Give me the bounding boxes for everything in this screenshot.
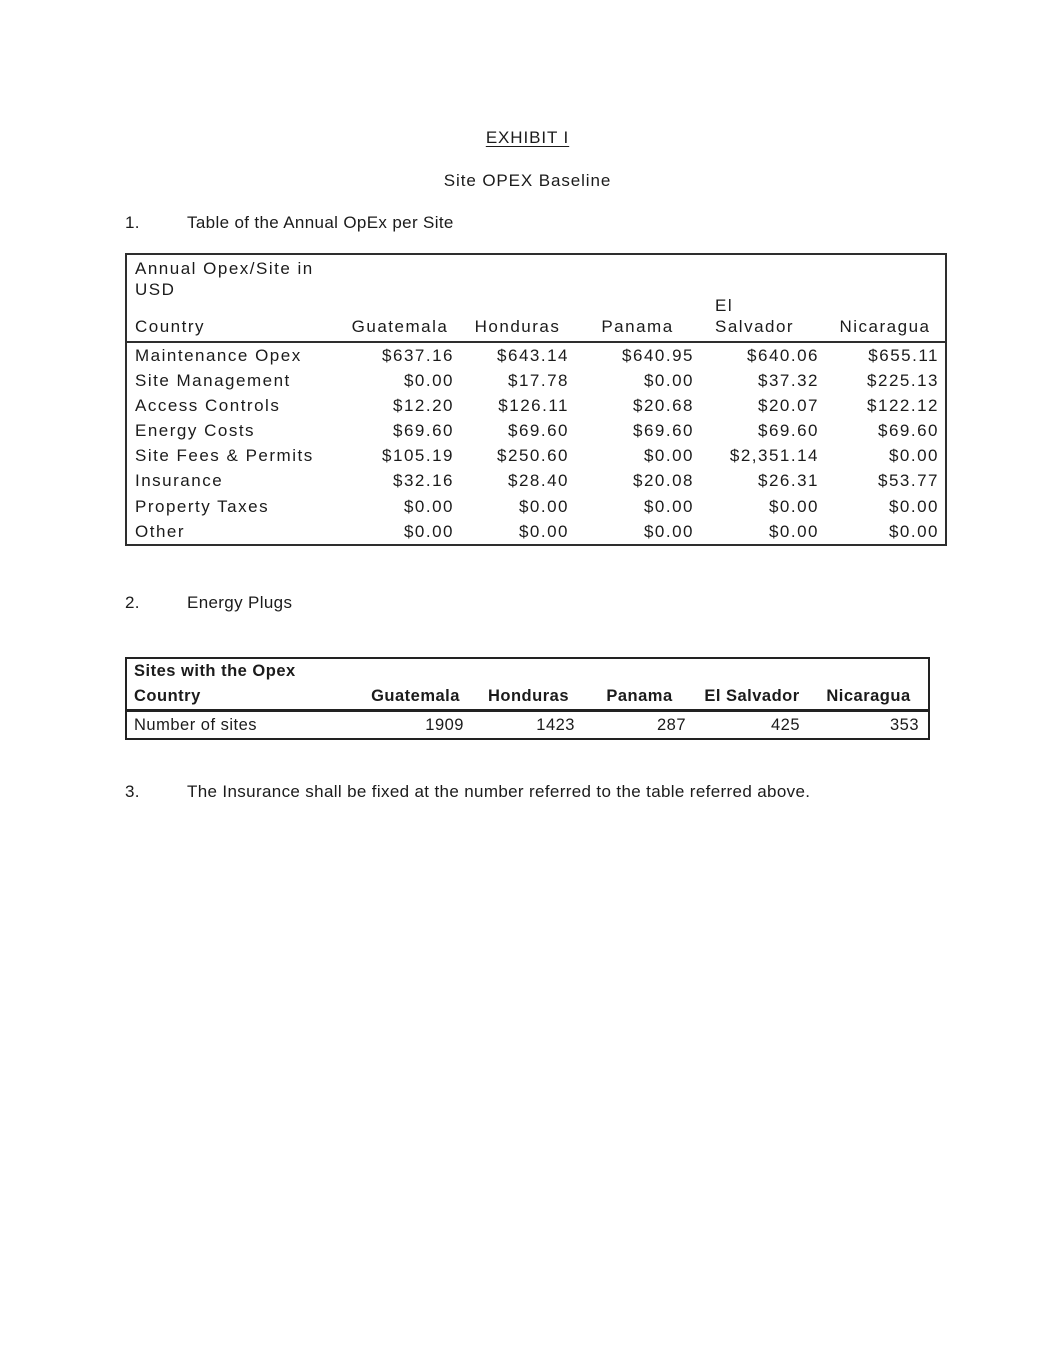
sites-col-header-honduras: Honduras [487, 687, 569, 705]
opex-cell: $0.00 [403, 496, 454, 516]
section-1-heading: Table of the Annual OpEx per Site [187, 213, 454, 232]
opex-row-access-controls [127, 393, 945, 418]
opex-row-label: Other [135, 521, 186, 541]
sites-cell: 1909 [425, 716, 464, 734]
sites-table-header [127, 659, 928, 712]
section-3-heading: The Insurance shall be fixed at the number referred to the table referred above. [187, 782, 811, 801]
section-2-number: 2. [125, 593, 140, 612]
opex-cell: $637.16 [382, 346, 454, 365]
opex-cell: $17.78 [508, 371, 569, 391]
opex-cell: $69.60 [508, 421, 569, 441]
opex-row-other [127, 519, 945, 544]
opex-cell: $225.13 [867, 371, 939, 391]
opex-cell: $28.40 [508, 471, 569, 491]
opex-cell: $53.77 [878, 471, 939, 491]
section-1-number: 1. [125, 213, 140, 232]
opex-cell: $0.00 [643, 496, 694, 516]
sites-cell: 287 [656, 716, 686, 734]
annual-opex-table [125, 253, 947, 546]
opex-cell: $20.68 [633, 396, 694, 416]
opex-cell: $0.00 [643, 521, 694, 541]
opex-table-header [127, 255, 945, 343]
opex-cell: $69.60 [878, 421, 939, 441]
sites-col-header-el-salvador: El Salvador [704, 687, 800, 705]
opex-row-label: Site Management [135, 371, 291, 391]
opex-cell: $37.32 [758, 371, 819, 391]
opex-cell: $0.00 [768, 496, 819, 516]
sites-col-header-nicaragua: Nicaragua [826, 687, 911, 705]
sites-table-columns [127, 684, 928, 709]
opex-row-site-management [127, 368, 945, 393]
sites-cell: 353 [889, 716, 919, 734]
opex-col-header-panama: Panama [601, 317, 674, 336]
opex-cell: $0.00 [888, 521, 939, 541]
opex-corner-cell [127, 255, 340, 341]
opex-cell: $2,351.14 [729, 446, 819, 466]
sites-table-title: Sites with the Opex [134, 662, 296, 680]
sites-table [125, 657, 930, 740]
opex-cell: $0.00 [643, 446, 694, 466]
sites-cell: 425 [770, 716, 800, 734]
opex-cell: $0.00 [643, 371, 694, 391]
opex-col-header-el-salvador: El Salvador [715, 296, 795, 336]
opex-cell: $26.31 [758, 471, 819, 491]
sites-row-header-label: Country [134, 687, 201, 705]
section-1 [125, 213, 454, 233]
opex-cell: $655.11 [868, 346, 939, 365]
opex-cell: $640.06 [747, 346, 819, 365]
opex-cell: $32.16 [393, 471, 454, 491]
page-title: EXHIBIT I [485, 128, 570, 147]
opex-cell: $0.00 [888, 446, 939, 466]
opex-col-header-nicaragua: Nicaragua [839, 317, 931, 336]
section-2 [125, 593, 292, 613]
sites-row-number-of-sites [127, 712, 928, 738]
opex-cell: $250.60 [497, 446, 569, 466]
opex-cell: $640.95 [622, 346, 694, 365]
opex-col-header-guatemala: Guatemala [351, 317, 449, 336]
section-3-number: 3. [125, 782, 140, 801]
section-2-heading: Energy Plugs [187, 593, 293, 612]
opex-cell: $126.11 [498, 396, 569, 416]
opex-row-property-taxes [127, 494, 945, 519]
opex-cell: $122.12 [867, 396, 939, 416]
opex-corner-label: Annual Opex/Site in USD [135, 259, 314, 299]
opex-cell: $643.14 [497, 346, 569, 365]
sites-col-header-guatemala: Guatemala [371, 687, 460, 705]
opex-row-label: Energy Costs [135, 421, 256, 441]
opex-row-label: Site Fees & Permits [135, 446, 314, 466]
opex-cell: $12.20 [393, 396, 454, 416]
opex-cell: $20.08 [633, 471, 694, 491]
opex-cell: $0.00 [403, 521, 454, 541]
sites-cell: 1423 [536, 716, 575, 734]
opex-row-insurance [127, 468, 945, 493]
opex-col-header-honduras: Honduras [474, 317, 561, 336]
opex-cell: $0.00 [768, 521, 819, 541]
opex-cell: $20.07 [758, 396, 819, 416]
opex-row-label: Access Controls [135, 396, 281, 416]
opex-cell: $0.00 [518, 496, 569, 516]
opex-cell: $0.00 [888, 496, 939, 516]
opex-cell: $69.60 [758, 421, 819, 441]
sites-row-label: Number of sites [134, 716, 258, 734]
opex-cell: $0.00 [403, 371, 454, 391]
page-subtitle: Site OPEX Baseline [443, 171, 612, 190]
section-3 [125, 782, 810, 802]
opex-cell: $69.60 [393, 421, 454, 441]
sites-col-header-panama: Panama [606, 687, 673, 705]
opex-row-header-label: Country [135, 317, 206, 336]
opex-row-label: Insurance [135, 471, 224, 491]
opex-row-label: Property Taxes [135, 496, 270, 516]
opex-row-label: Maintenance Opex [135, 346, 302, 365]
opex-cell: $69.60 [633, 421, 694, 441]
opex-row-site-fees [127, 443, 945, 468]
opex-cell: $0.00 [518, 521, 569, 541]
opex-row-energy-costs [127, 418, 945, 443]
opex-cell: $105.19 [382, 446, 454, 466]
opex-row-maintenance [127, 343, 945, 368]
